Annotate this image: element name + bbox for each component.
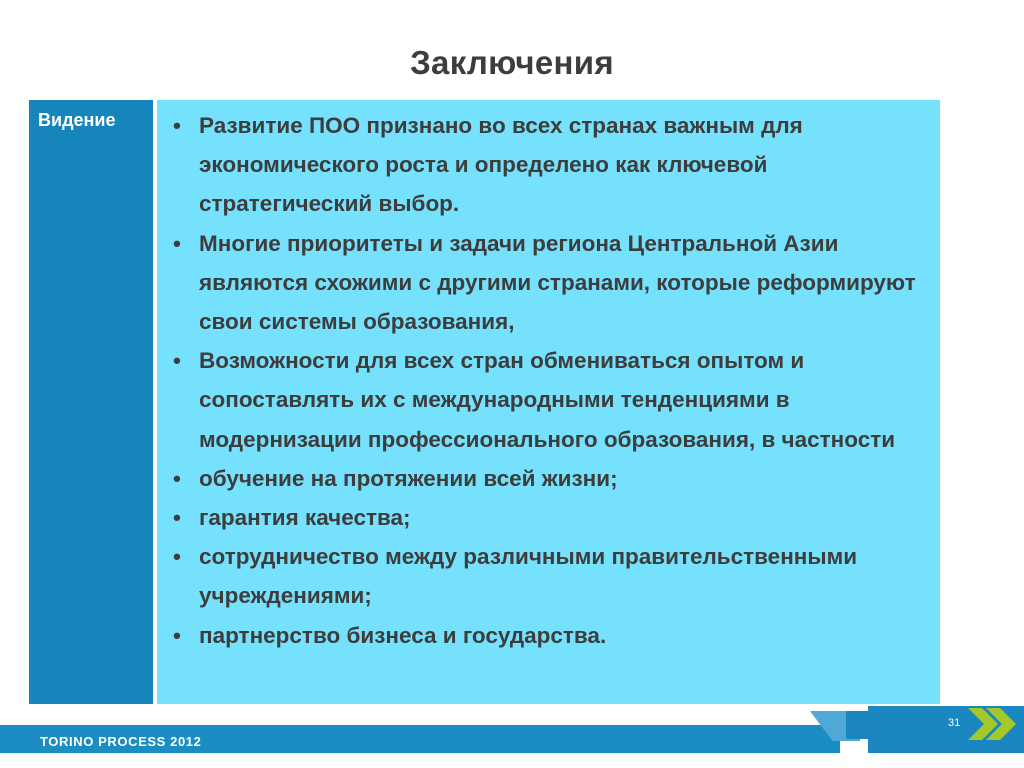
bullet-dot-icon: • [173,113,181,138]
label-vision: Видение [38,110,116,130]
bullet-text: Развитие ПОО признано во всех странах важным для экономического роста и определено как ключевой стратегический выбор. [199,113,803,217]
bullet-text: сотрудничество между различными правительственными учреждениями; [199,544,858,609]
bullet-item [157,616,940,655]
bullet-text: Возможности для всех стран обмениваться опытом и сопоставлять их с международными тенденциями в модернизации профессионального образования, в частности [199,348,896,452]
content-table [29,100,940,704]
footer-square-shape [846,711,874,739]
bullet-item [157,341,940,459]
bullet-item [157,498,940,537]
bullet-item [157,106,940,224]
bullet-dot-icon: • [173,348,181,374]
double-chevron-right-icon [966,706,1018,742]
bullet-text: гарантия качества; [199,505,411,531]
footer-brand: TORINO PROCESS 2012 [40,734,202,749]
bullet-dot-icon: • [173,505,181,531]
bullet-text: Многие приоритеты и задачи региона Центральной Азии являются схожими с другими странами, которые реформируют свои системы образования, [199,230,916,335]
bullet-dot-icon: • [173,465,181,491]
body-cell [157,100,940,704]
page-number: 31 [948,717,961,729]
bullet-dot-icon: • [173,622,181,648]
bullet-text: партнерство бизнеса и государства. [199,622,607,648]
slide-title: Заключения [410,44,614,81]
bullet-dot-icon: • [173,230,181,256]
bullet-item [157,224,940,342]
bullet-dot-icon: • [173,544,181,570]
bullet-item [157,537,940,615]
bullet-text: обучение на протяжении всей жизни; [199,465,618,491]
label-cell [29,100,155,704]
bullet-item [157,459,940,498]
bullet-list [157,106,940,655]
